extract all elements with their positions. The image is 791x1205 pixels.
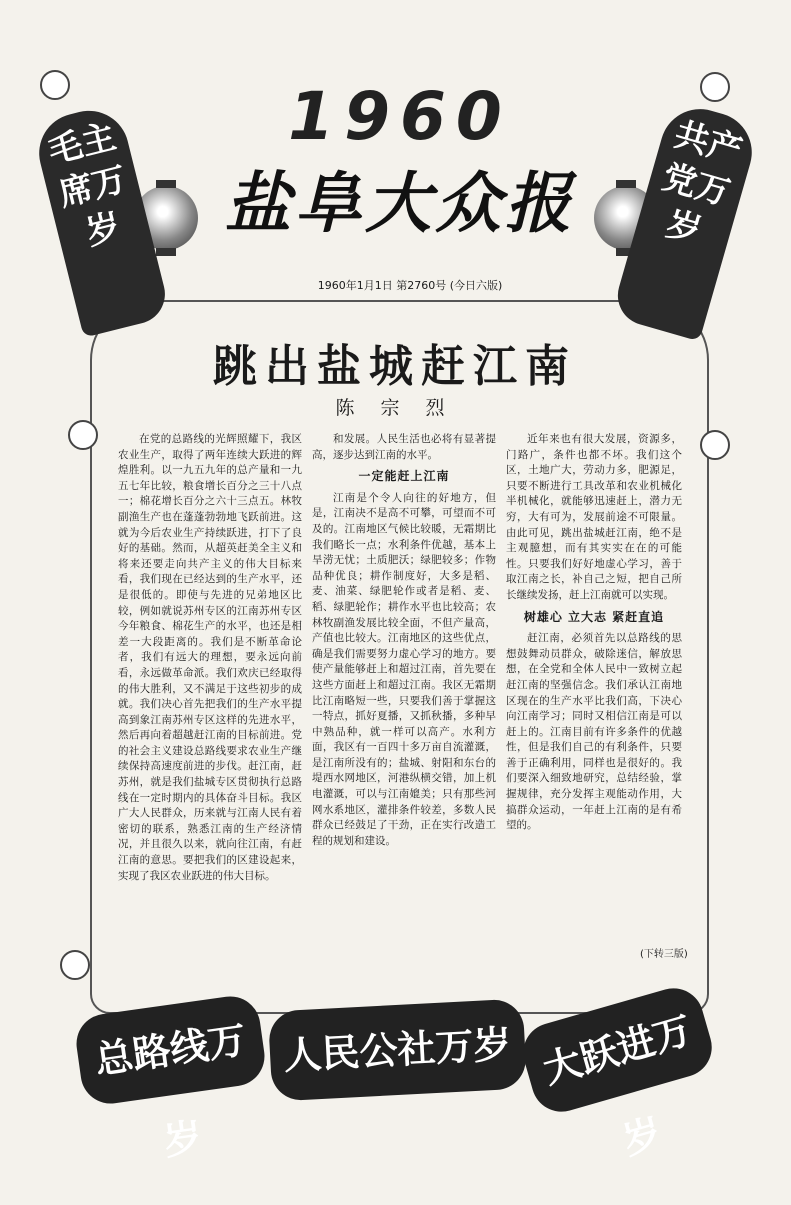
paragraph: 赶江南，必须首先以总路线的思想鼓舞动员群众，破除迷信，解放思想，在全党和全体人民中一致树立起赶江南的坚强信念。我们承认江南地区现在的生产水平比我们高，下决心向江南学习；同时又相信江南是可以赶上的。江南目前有许多条件的优越性，但是我们自己的有利条件，只要善于正确利用，同样也是很好的。我们要深入细致地研究，总结经验，掌握规律，充分发挥主观能动作用，大搞群众运动，一年赶上江南的是有希望的。 [506,632,682,832]
section-heading: 树雄心 立大志 紧赶直追 [523,609,665,624]
article-column-1 [118,432,302,997]
paragraph: 在党的总路线的光辉照耀下，我区农业生产，取得了两年连续大跃进的辉煌胜利。以一九五九年的总产量和一九五七年比较，粮食增长百分之三十八点一；棉花增长百分之六十三点五。林牧副渔生产也在蓬蓬勃勃地飞跃前进。这就为今后农业生产持续跃进，打下了良好的基础。然而，从超英赶美全主义和将来还要走向共产主义的伟大目标来看，我们现在已经达到的生产水平，还是很低的。即使与先进的兄弟地区比较，例如就说苏州专区的江南苏州专区今年粮食、棉花生产的水平，也还是相差一大段距离的。我们是不断革命论者，我们有远大的理想，要永远向前看，永远做革命派。我们欢庆已经取得的伟大胜利，又不满足于这些初步的成就。我们决心首先把我们的生产水平提高到象江南苏州专区这样的先进水平，然后再向着超越赶江南的目标前进。党的社会主义建设总路线要求农业生产继续保持高速度前进的步伐。赶江南，赶苏州，就是我们盐城专区贯彻执行总路线在一定时期内的具体奋斗目标。我区广大人民群众，历来就与江南人民有着密切的联系，熟悉江南的生产经济情况，并且很久以来，就向往江南，有赶江南的意思。要把我们的区建设起来，实现了我区农业跃进的伟大目标。 [118,433,302,882]
year-banner: 1960 [288,78,512,155]
plum-blossom-icon [68,420,98,450]
plum-blossom-icon [700,430,730,460]
masthead-title: 盐阜大众报 [225,164,575,242]
article-column-2 [312,432,496,997]
continued-note: (下转三版) [640,949,688,960]
plum-blossom-icon [700,72,730,102]
slogan-bottom-1: 总路线万岁 [73,993,269,1108]
paragraph: 和发展。人民生活也必将有显著提高，逐步达到江南的水平。 [312,433,496,461]
slogan-bottom-2: 人民公社万岁 [268,998,527,1101]
article-column-3 [506,432,682,997]
article-headline: 跳出盐城赶江南 [213,341,577,392]
plum-blossom-icon [40,70,70,100]
paragraph: 近年来也有很大发展，资源多，门路广，条件也都不坏。我们这个区，土地广大，劳动力多，肥源足，只要不断进行工具改革和农业机械化半机械化，就能够迅速赶上，潜力无穷，大有可为，发展前途不可限量。由此可见，跳出盐城赶江南，绝不是主观臆想，而有其实实在在的可能性。只要我们好好地虚心学习，善于取江南之长，补自己之短，把自己所长继续发扬，赶上江南就可以实现。 [506,433,682,601]
dateline: 1960年1月1日 第2760号 (今日六版) [317,279,503,292]
section-heading: 一定能赶上江南 [358,469,450,484]
paragraph: 江南是个令人向往的好地方，但是，江南决不是高不可攀，可望而不可及的。江南地区气候比较暖，无霜期比我们略长一点；水利条件优越，基本上旱涝无忧；土质肥沃；绿肥较多；作物品种优良；耕作制度好，大多是稻、麦、油菜、绿肥轮作或者是稻、麦、稻、绿肥轮作；耕作水平也比较高；农林牧副渔发展比较全面，不但产量高，产值也比较大。江南地区的这些优点，确是我们需要努力虚心学习的地方。要使产量能够赶上和超过江南，首先要在这些方面赶上和超过江南。我区无霜期比江南略短一些，只要我们善于掌握这一特点，抓好夏播，又抓秋播，多种早中熟品种，就一样可以高产。水利方面，我区有一百四十多万亩自流灌溉，是江南所没有的；盐城、射阳和东台的堤西水网地区，河港纵横交错，加上机电灌溉，可以与江南媲美；只有那些河网水系地区，灌排条件较差，多数人民群众已经鼓足了干劲，正在实行改造工程的规划和建设。 [312,491,496,847]
slogan-left: 毛主席万岁 [31,102,172,337]
slogan-bottom-3: 大跃进万岁 [516,981,719,1119]
slogan-right: 共产党万岁 [611,100,761,342]
plum-blossom-icon [60,950,90,980]
article-author: 陈 宗 烈 [335,397,455,419]
